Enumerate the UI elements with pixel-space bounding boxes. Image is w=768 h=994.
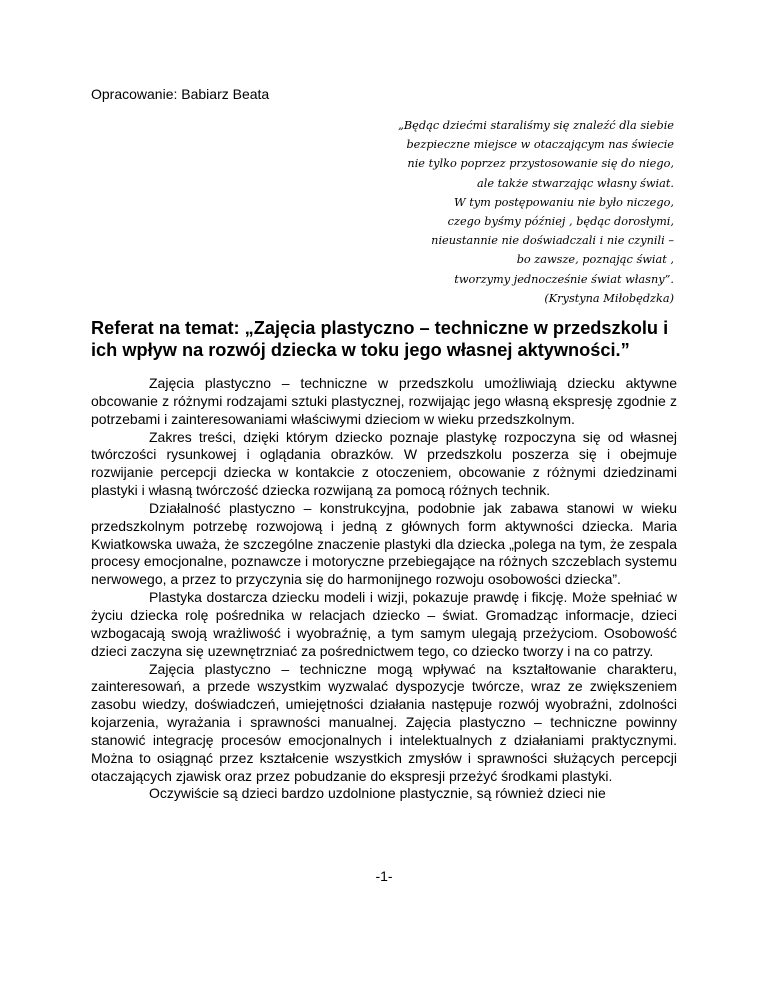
page-number: -1- [375, 868, 393, 884]
motto-quote [344, 116, 674, 308]
paragraph: Zajęcia plastyczno – techniczne mogą wpływać na kształtowanie charakteru, zainteresowań, a przede wszystkim wyzwalać dyspozycje twórcze, wraz ze zwiększeniem zasobu wiedzy, doświadczeń, umiejętności działania następuje rozwój wyobraźni, zdolności kojarzenia, wyrażania i sprawności manualnej. Zajęcia plastyczno – techniczne powinny stanowić integrację procesów emocjonalnych i intelektualnych z działaniami praktycznymi. Można to osiągnąć przez kształcenie wszystkich zmysłów i sprawności służących percepcji otaczających zjawisk oraz przez pobudzanie do ekspresji przeżyć środkami plastyki. [91, 660, 677, 784]
paragraph: Zajęcia plastyczno – techniczne w przedszkolu umożliwiają dziecku aktywne obcowanie z różnymi rodzajami sztuki plastycznej, rozwijając jego własną ekspresję zgodnie z potrzebami i zainteresowaniami właściwymi dzieciom w wieku przedszkolnym. [91, 375, 677, 427]
paragraph: Zakres treści, dzięki którym dziecko poznaje plastykę rozpoczyna się od własnej twórczości rysunkowej i oglądania obrazków. W przedszkolu poszerza się i obejmuje rozwijanie percepcji dziecka w kontakcie z otoczeniem, obcowanie z różnymi dziedzinami plastyki i własną twórczość dziecka rozwijaną za pomocą różnych technik. [91, 428, 677, 499]
motto-attribution: (Krystyna Miłobędzka) [544, 291, 674, 305]
paragraph: Oczywiście są dzieci bardzo uzdolnione plastycznie, są również dzieci nie [149, 785, 606, 802]
motto-line: bo zawsze, poznając świat , [516, 253, 674, 267]
motto-line: ale także stwarzając własny świat. [476, 176, 674, 190]
motto-line: bezpieczne miejsce w otaczającym nas świecie [406, 138, 674, 152]
document-title [91, 317, 681, 361]
title-line: ich wpływ na rozwój dziecka w toku jego własnej aktywności.” [91, 340, 630, 360]
paragraph: Działalność plastyczno – konstrukcyjna, podobnie jak zabawa stanowi w wieku przedszkolnym potrzebę rozwojową i jedną z głównych form aktywności dziecka. Maria Kwiatkowska uważa, że szczególne znaczenie plastyki dla dziecka „polega na tym, że zespala procesy emocjonalne, poznawcze i motoryczne przebiegające na różnych szczeblach systemu nerwowego, a przez to przyczynia się do harmonijnego rozwoju osobowości dziecka”. [91, 499, 677, 588]
motto-line: nie tylko poprzez przystosowanie się do niego, [407, 157, 674, 171]
motto-line: W tym postępowaniu nie było niczego, [454, 195, 674, 209]
motto-line: nieustannie nie doświadczali i nie czynili – [431, 234, 674, 248]
motto-line: czego byśmy później , będąc dorosłymi, [447, 215, 674, 229]
author-line: Opracowanie: Babiarz Beata [91, 86, 270, 102]
title-line: Referat na temat: „Zajęcia plastyczno – techniczne w przedszkolu i [91, 318, 669, 338]
body-text [91, 375, 677, 803]
paragraph: Plastyka dostarcza dziecku modeli i wizji, pokazuje prawdę i fikcję. Może spełniać w życiu dziecka rolę pośrednika w relacjach dziecko – świat. Gromadząc informacje, dzieci wzbogacają swoją wrażliwość i wyobraźnię, a tym samym ulegają przeżyciom. Osobowość dzieci zaczyna się uzewnętrzniać za pośrednictwem tego, co dziecko tworzy i na co patrzy. [91, 589, 677, 659]
motto-line: „Będąc dziećmi staraliśmy się znaleźć dla siebie [398, 119, 674, 132]
motto-line: tworzymy jednocześnie świat własny”. [454, 272, 674, 286]
